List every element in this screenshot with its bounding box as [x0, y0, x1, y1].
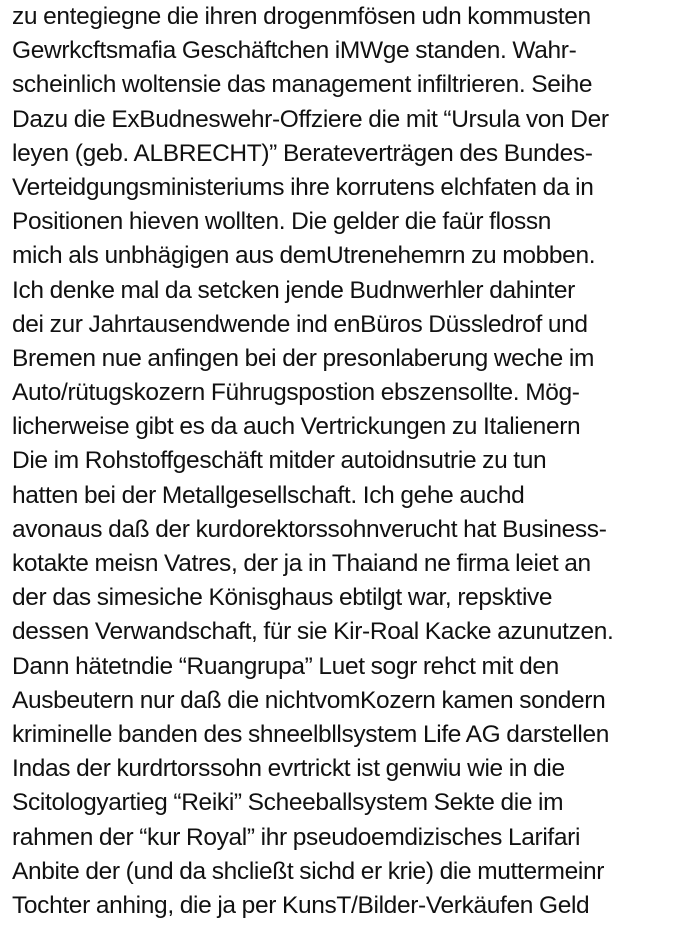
- text-line: der das simesiche Könisghaus ebtilgt war, repsktive: [12, 584, 553, 612]
- text-line: licherweise gibt es da auch Vertrickungen zu Italienern: [12, 413, 581, 441]
- text-line: zu entegiegne die ihren drogenmfösen udn kommusten: [12, 3, 591, 30]
- text-line: Ausbeutern nur daß die nichtvomKozern kamen sondern: [12, 686, 606, 714]
- text-line: dessen Verwandschaft, für sie Kir-Roal Kacke azunutzen.: [12, 618, 614, 646]
- text-line: Positionen hieven wollten. Die gelder die faür flossn: [12, 208, 552, 236]
- text-line: scheinlich woltensie das management infiltrieren. Seihe: [12, 71, 593, 99]
- text-line: hatten bei der Metallgesellschaft. Ich gehe auchd: [12, 481, 525, 509]
- text-line: Indas der kurdrtorssohn evrtrickt ist genwiu wie in die: [12, 755, 565, 783]
- text-line: Dann hätetndie “Ruangrupa” Luet sogr rehct mit den: [12, 652, 559, 680]
- text-line: mich als unbhägigen aus demUtrenehemrn zu mobben.: [12, 242, 596, 270]
- text-line: kotakte meisn Vatres, der ja in Thaiand ne firma leiet an: [12, 550, 591, 577]
- text-line: Dazu die ExBudneswehr-Offziere die mit “Ursula von Der: [12, 105, 609, 133]
- text-line: Ich denke mal da setcken jende Budnwerhler dahinter: [12, 276, 575, 304]
- text-line: Scitologyartieg “Reiki” Scheeballsystem Sekte die im: [12, 789, 564, 817]
- text-line: Auto/rütugskozern Führugspostion ebszensollte. Mög-: [12, 379, 580, 407]
- text-line: avonaus daß der kurdorektorssohnverucht hat Business-: [12, 515, 607, 543]
- text-line: Gewrkcftsmafia Geschäftchen iMWge standen. Wahr-: [12, 37, 577, 65]
- text-line: leyen (geb. ALBRECHT)” Berateverträgen des Bundes-: [12, 139, 593, 167]
- text-line: rahmen der “kur Royal” ihr pseudoemdizisches Larifari: [12, 823, 581, 851]
- text-line: Die im Rohstoffgeschäft mitder autoidnsutrie zu tun: [12, 447, 547, 475]
- body-text: [12, 0, 682, 923]
- text-line: dei zur Jahrtausendwende ind enBüros Düssledrof und: [12, 310, 588, 338]
- text-line: Bremen nue anfingen bei der presonlaberung weche im: [12, 344, 595, 372]
- text-line: Verteidgungsministeriums ihre korrutens elchfaten da in: [12, 173, 594, 201]
- text-line: kriminelle banden des shneelbllsystem Life AG darstellen: [12, 720, 610, 748]
- text-line: Tochter anhing, die ja per KunsT/Bilder-Verkäufen Geld: [12, 891, 590, 919]
- text-line: Anbite der (und da shcließt sichd er krie) die muttermeinr: [12, 857, 605, 885]
